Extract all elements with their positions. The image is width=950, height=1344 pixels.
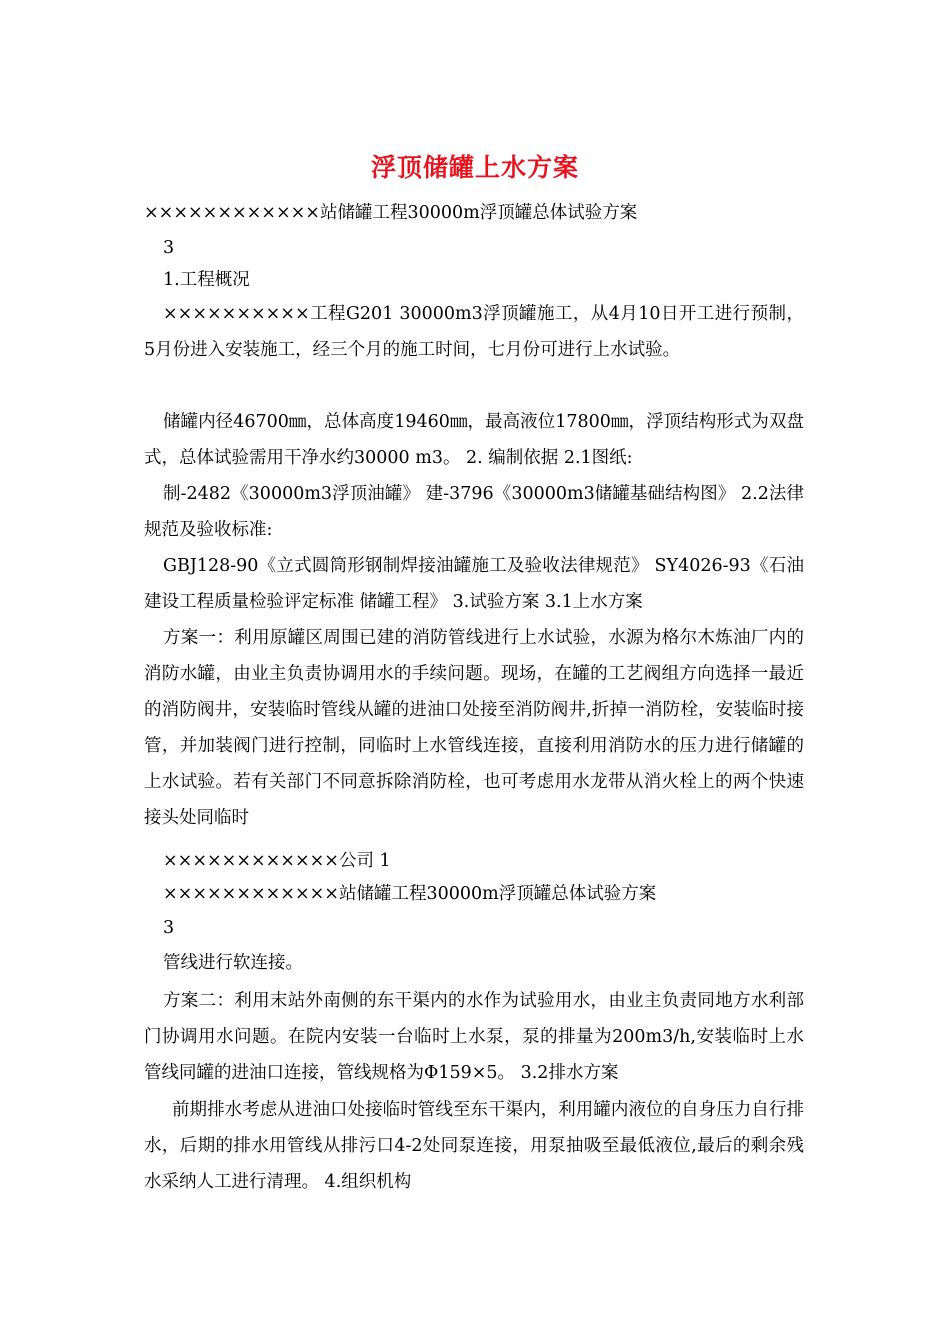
paragraph-drainage: 前期排水考虑从进油口处接临时管线至东干渠内，利用罐内液位的自身压力自行排水，后期的排水用管线从排污口4-2处同泵连接，用泵抽吸至最低液位,最后的剩余残水采纳人工进行清理。 4.组织机构 [144, 1100, 804, 1192]
footer-company: ××××××××××××公司 1 [163, 851, 391, 871]
paragraph-soft-connect: 管线进行软连接。 [163, 953, 303, 973]
header-line: ××××××××××××站储罐工程30000m浮顶罐总体试验方案 [163, 884, 657, 904]
section-heading: 1.工程概况 [163, 270, 250, 290]
paragraph-drawings: 制-2482《30000m3浮顶油罐》 建-3796《30000m3储罐基础结构图》 2.2法律规范及验收标准: [144, 484, 804, 540]
paragraph-tank-spec: 储罐内径46700㎜，总体高度19460㎜，最高液位17800㎜，浮顶结构形式为双盘式，总体试验需用干净水约30000 m3。 2. 编制依据 2.1图纸: [144, 412, 804, 468]
paragraph-standards: GBJ128-90《立式圆筒形钢制焊接油罐施工及验收法律规范》 SY4026-93《石油建设工程质量检验评定标准 储罐工程》 3.试验方案 3.1上水方案 [144, 556, 804, 612]
header-line: ××××××××××××站储罐工程30000m浮顶罐总体试验方案 [144, 203, 638, 223]
paragraph-overview: ××××××××××工程G201 30000m3浮顶罐施工，从4月10日开工进行预制，5月份进入安装施工，经三个月的施工时间，七月份可进行上水试验。 [144, 304, 804, 360]
page-marker: 3 [163, 238, 175, 258]
paragraph-plan-one: 方案一：利用原罐区周围已建的消防管线进行上水试验，水源为格尔木炼油厂内的消防水罐，由业主负责协调用水的手续问题。现场，在罐的工艺阀组方向选择一最近的消防阀井，安装临时管线从罐的进油口处接至消防阀井,折掉一消防栓，安装临时接管，并加装阀门进行控制，同临时上水管线连接，直接利用消防水的压力进行储罐的上水试验。若有关部门不同意拆除消防栓，也可考虑用水龙带从消火栓上的两个快速接头处同临时 [144, 628, 804, 828]
document-title: 浮顶储罐上水方案 [370, 153, 579, 182]
paragraph-plan-two: 方案二：利用末站外南侧的东干渠内的水作为试验用水，由业主负责同地方水利部门协调用水问题。在院内安装一台临时上水泵，泵的排量为200m3/h,安装临时上水管线同罐的进油口连接，管线规格为Φ159×5。 3.2排水方案 [144, 991, 804, 1083]
page-marker: 3 [163, 918, 175, 938]
